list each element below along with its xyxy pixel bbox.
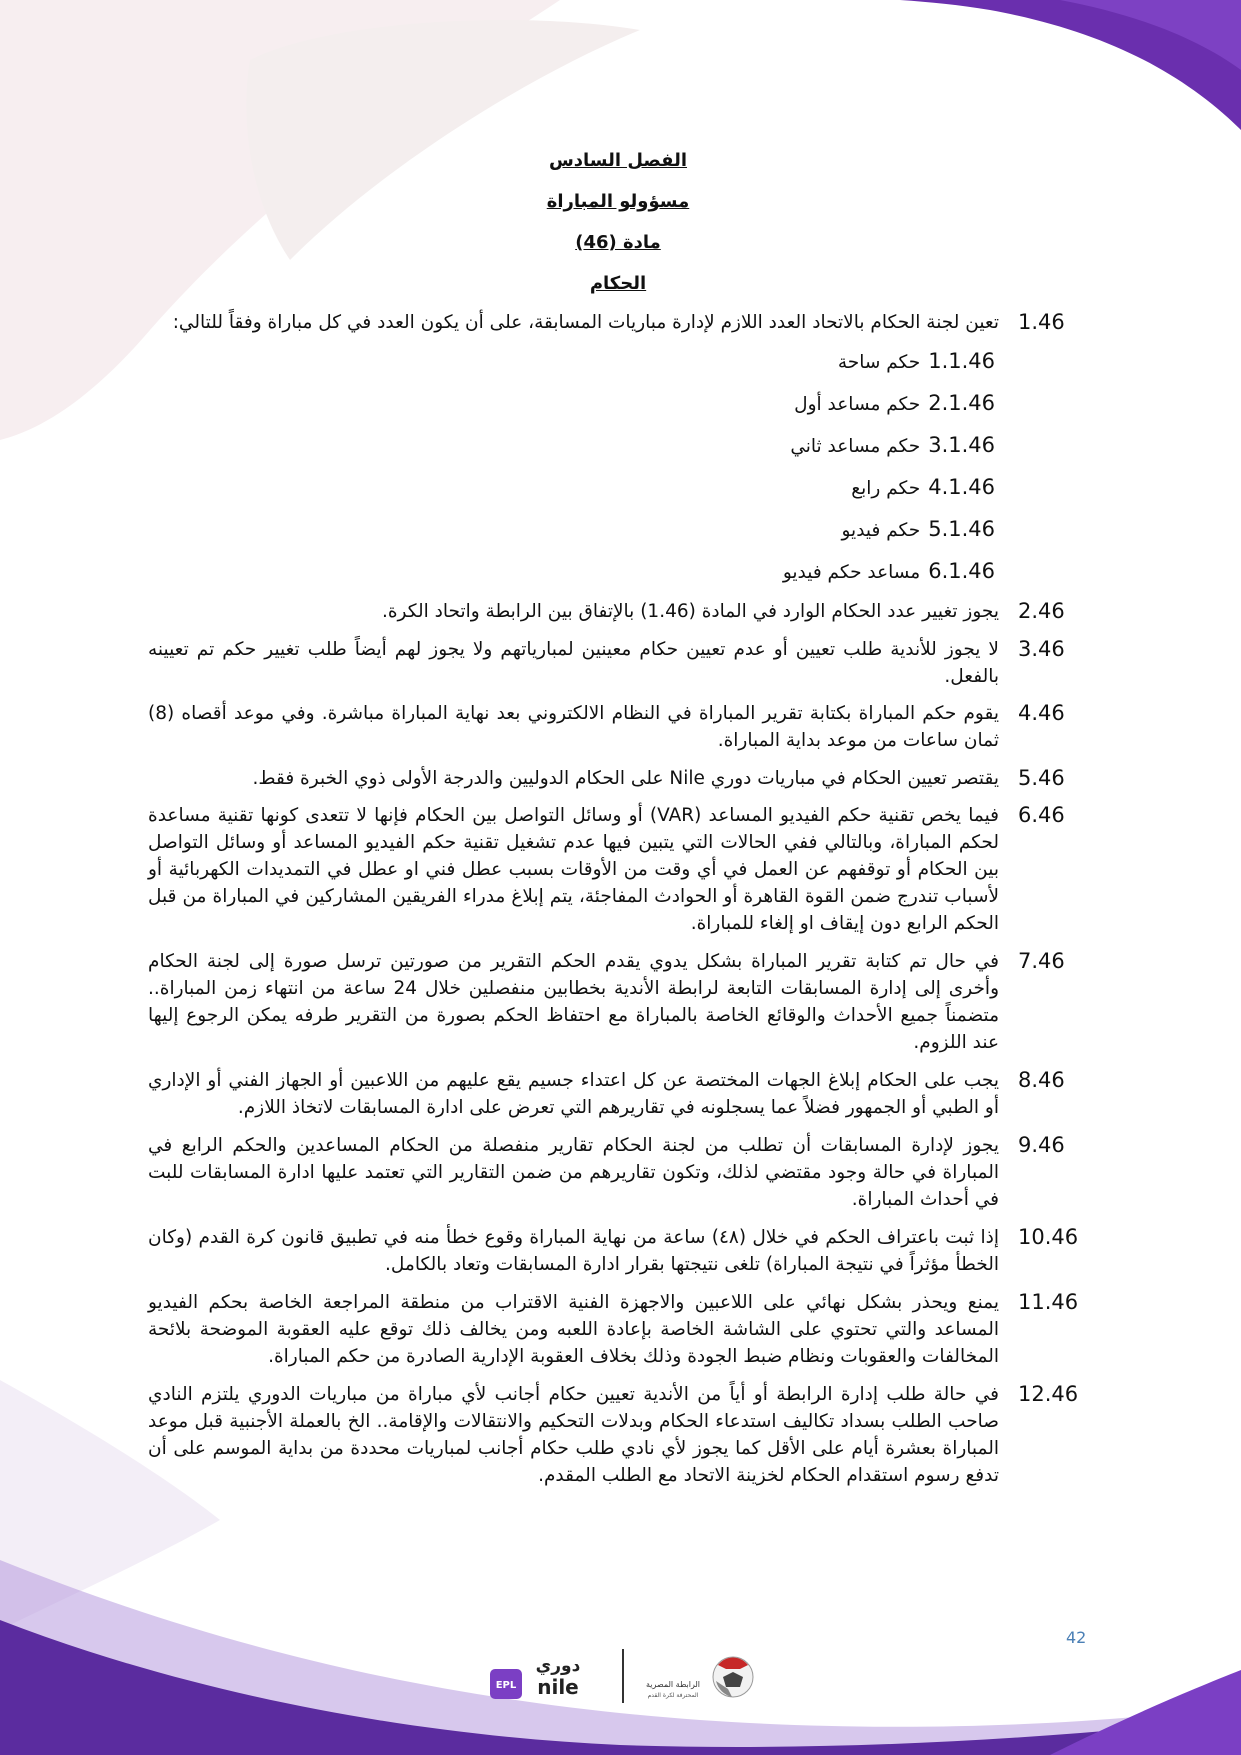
sub-item: 5.1.46حكم فيديو bbox=[841, 517, 995, 541]
clause-4 bbox=[148, 700, 1065, 754]
clause-12 bbox=[148, 1381, 1079, 1489]
svg-text:nile: nile bbox=[537, 1675, 579, 1699]
clause-11 bbox=[148, 1289, 1079, 1370]
nile-league-logo bbox=[490, 1656, 581, 1699]
clause-number: 5.46 bbox=[1018, 766, 1065, 790]
sub-item: 3.1.46حكم مساعد ثاني bbox=[790, 433, 995, 457]
document-body bbox=[148, 150, 1088, 1489]
sub-item: 4.1.46حكم رابع bbox=[851, 475, 995, 499]
chapter-title: الفصل السادس bbox=[548, 150, 688, 171]
clause-5 bbox=[148, 765, 1065, 792]
clause-text: يقتصر تعيين الحكام في مباريات دوري Nile على الحكام الدوليين والدرجة الأولى ذوي الخبرة فقط. bbox=[252, 768, 999, 789]
clause-number: 12.46 bbox=[1018, 1382, 1079, 1406]
clause-number: 2.46 bbox=[1018, 599, 1065, 623]
clause-text: لا يجوز للأندية طلب تعيين أو عدم تعيين حكام معينين لمبارياتهم ولا يجوز لهم أيضاً طلب تغيير حكم تم تعيينه بالفعل. bbox=[148, 639, 999, 687]
clause-number: 6.46 bbox=[1018, 803, 1065, 827]
sub-item: 2.1.46حكم مساعد أول bbox=[794, 391, 995, 415]
logo-divider bbox=[622, 1649, 624, 1703]
clause-9 bbox=[148, 1132, 1065, 1213]
clause-text: يجب على الحكام إبلاغ الجهات المختصة عن كل اعتداء جسيم يقع عليهم من اللاعبين أو الجهاز الفني أو الإداري أو الطبي أو الجمهور فضلاً عما يسجلونه في تقاريرهم التي تعرض على ادارة المسابقات لاتخاذ اللازم. bbox=[148, 1070, 999, 1118]
page-number: 42 bbox=[1066, 1628, 1087, 1647]
clause-text: يمنع ويحذر بشكل نهائي على اللاعبين والاجهزة الفنية الاقتراب من منطقة المراجعة الخاصة بحكم الفيديو المساعد والتي تحتوي على الشاشة الخاصة بإعادة اللعبه ومن يخالف ذلك توقع عليه العقوبة الموضحة بلائحة المخالفات والعقوبات ونظام ضبط الجودة وذلك بخلاف العقوبة الإدارية الصادرة من حكم المباراة. bbox=[148, 1292, 999, 1367]
clause-8 bbox=[148, 1067, 1065, 1121]
clause-number: 1.46 bbox=[1018, 310, 1065, 334]
clause-text: إذا ثبت باعتراف الحكم في خلال (٤٨) ساعة من نهاية المباراة وقوع خطأ منه في تطبيق قانون كرة القدم (وكان الخطأ مؤثراً في نتيجة المباراة) تلغى نتيجتها بقرار ادارة المسابقات وتعاد بالكامل. bbox=[148, 1227, 1000, 1275]
clause-number: 7.46 bbox=[1018, 949, 1065, 973]
svg-text:المحترفة لكرة القدم: المحترفة لكرة القدم bbox=[647, 1692, 699, 1699]
chapter-subtitle: مسؤولو المباراة bbox=[546, 191, 690, 212]
clause-6 bbox=[148, 802, 1065, 937]
clause-text: يقوم حكم المباراة بكتابة تقرير المباراة في النظام الالكتروني بعد نهاية المباراة مباشرة. وفي موعد أقصاه (8) ثمان ساعات من موعد بداية المباراة. bbox=[148, 703, 999, 751]
clause-10 bbox=[148, 1224, 1079, 1278]
clause-number: 3.46 bbox=[1018, 637, 1065, 661]
clause-number: 9.46 bbox=[1018, 1133, 1065, 1157]
clause-7 bbox=[148, 948, 1065, 1056]
clause-number: 10.46 bbox=[1018, 1225, 1079, 1249]
clause-number: 11.46 bbox=[1018, 1290, 1079, 1314]
svg-text:الرابطة المصرية: الرابطة المصرية bbox=[645, 1680, 701, 1689]
footer-logos bbox=[488, 1647, 758, 1705]
clause-3 bbox=[148, 636, 1065, 690]
sub-item: 6.1.46مساعد حكم فيديو bbox=[782, 559, 995, 583]
article-topic: الحكام bbox=[589, 273, 647, 294]
clause-text: تعين لجنة الحكام بالاتحاد العدد اللازم لإدارة مباريات المسابقة، على أن يكون العدد في كل مباراة وفقاً للتالي: bbox=[172, 312, 999, 333]
clause-1 bbox=[148, 309, 1065, 336]
clause-text: يجوز لإدارة المسابقات أن تطلب من لجنة الحكام تقارير منفصلة من الحكام المساعدين والحكم الرابع في المباراة في حالة وجود مقتضي لذلك، وتكون تقاريرهم من ضمن التقارير التي تعتمد عليها ادارة المسابقات للبت في أحداث المباراة. bbox=[148, 1135, 999, 1210]
clause-number: 8.46 bbox=[1018, 1068, 1065, 1092]
clause-text: يجوز تغيير عدد الحكام الوارد في المادة (1.46) بالإتفاق بين الرابطة واتحاد الكرة. bbox=[381, 601, 999, 622]
article-number: مادة (46) bbox=[575, 232, 661, 253]
bottom-right-accent bbox=[1050, 1670, 1241, 1755]
sub-item-list bbox=[148, 348, 995, 586]
clause-text: في حال تم كتابة تقرير المباراة بشكل يدوي يقدم الحكم التقرير من صورتين ترسل صورة إلى لجنة الحكام وأخرى إلى إدارة المسابقات التابعة لرابطة الأندية بخطابين منفصلين خلال 24 ساعة من انتهاء زمن المباراة.. متضمناً جميع الأحداث والوقائع الخاصة بالمباراة مع احتفاظ الحكم بصورة من التقرير طرفه يمكن الرجوع إليها عند اللزوم. bbox=[148, 951, 999, 1053]
svg-text:دوري: دوري bbox=[535, 1656, 581, 1676]
sub-item: 1.1.46حكم ساحة bbox=[837, 349, 995, 373]
clause-text: فيما يخص تقنية حكم الفيديو المساعد (VAR) أو وسائل التواصل بين الحكام فإنها لا تتعدى كونها تقنية مساعدة لحكم المباراة، وبالتالي ففي الحالات التي يتبين فيها عدم تشغيل تقنية حكم الفيديو المساعد أو وسائل التواصل بين الحكام أو توقفهم عن العمل في أي وقت من الأوقات بسبب عطل فني او عطل في التمديدات الكهربائية أو لأسباب تندرج ضمن القوة القاهرة أو الحوادث المفاجئة، يتم إبلاغ مدراء الفريقين المشاركين في المباراة من قبل الحكم الرابع دون إيقاف او إلغاء للمباراة. bbox=[148, 805, 999, 934]
clause-number: 4.46 bbox=[1018, 701, 1065, 725]
svg-text:EPL: EPL bbox=[495, 1680, 517, 1691]
association-logo bbox=[646, 1657, 753, 1699]
clause-2 bbox=[148, 598, 1065, 625]
clause-text: في حالة طلب إدارة الرابطة أو أياً من الأندية تعيين حكام أجانب لأي مباراة من مباريات الدوري يلتزم النادي صاحب الطلب بسداد تكاليف استدعاء الحكام وبدلات التحكيم والانتقالات والإقامة.. الخ بالعملة الأجنبية قبل موعد المباراة بعشرة أيام على الأقل كما يجوز لأي نادي طلب حكام أجانب لمباريات محددة من بداية الموسم على أن تدفع رسوم استقدام الحكام لخزينة الاتحاد مع الطلب المقدم. bbox=[148, 1384, 999, 1486]
